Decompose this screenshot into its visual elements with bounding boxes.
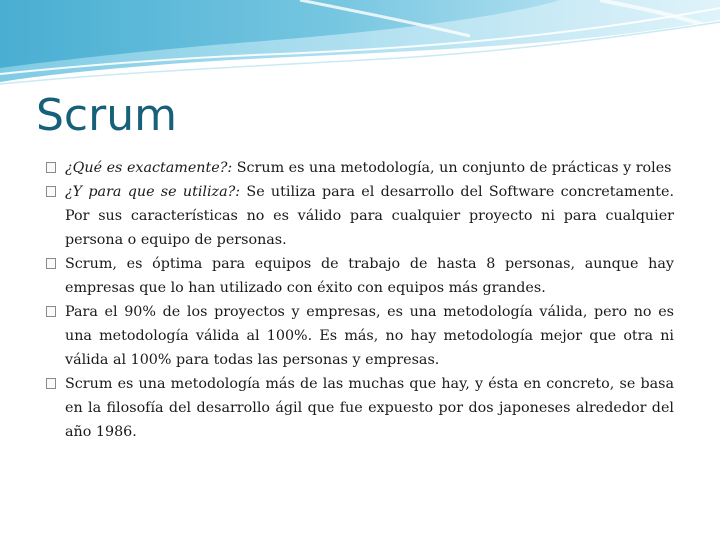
bullet-item	[46, 180, 674, 252]
bullet-square-icon	[46, 186, 56, 197]
bullet-text: Para el 90% de los proyectos y empresas, es una metodología válida, pero no es una metodología válida al 100%. Es más, no hay metodología mejor que otra ni válida al 100% para todas las personas y empresas.	[65, 304, 674, 368]
bullet-text: Scrum es una metodología, un conjunto de prácticas y roles	[232, 160, 672, 176]
bullet-list	[46, 156, 674, 444]
slide-title: Scrum	[36, 90, 177, 141]
bullet-square-icon	[46, 162, 56, 173]
bullet-item	[46, 300, 674, 372]
bullet-lead: ¿Qué es exactamente?:	[65, 160, 233, 176]
bullet-text: Scrum, es óptima para equipos de trabajo de hasta 8 personas, aunque hay empresas que lo han utilizado con éxito con equipos más grandes.	[65, 256, 674, 296]
bullet-item	[46, 372, 674, 444]
bullet-item	[46, 252, 674, 300]
bullet-text: Se utiliza para el desarrollo del Software concretamente. Por sus características no es válido para cualquier proyecto ni para cualquier persona o equipo de personas.	[65, 184, 674, 248]
bullet-square-icon	[46, 378, 56, 389]
bullet-text: Scrum es una metodología más de las muchas que hay, y ésta en concreto, se basa en la filosofía del desarrollo ágil que fue expuesto por dos japoneses alrededor del año 1986.	[65, 376, 674, 440]
bullet-item	[46, 156, 674, 180]
header-wave-decoration	[0, 0, 720, 90]
bullet-lead: ¿Y para que se utiliza?:	[65, 184, 241, 200]
bullet-square-icon	[46, 306, 56, 317]
bullet-square-icon	[46, 258, 56, 269]
